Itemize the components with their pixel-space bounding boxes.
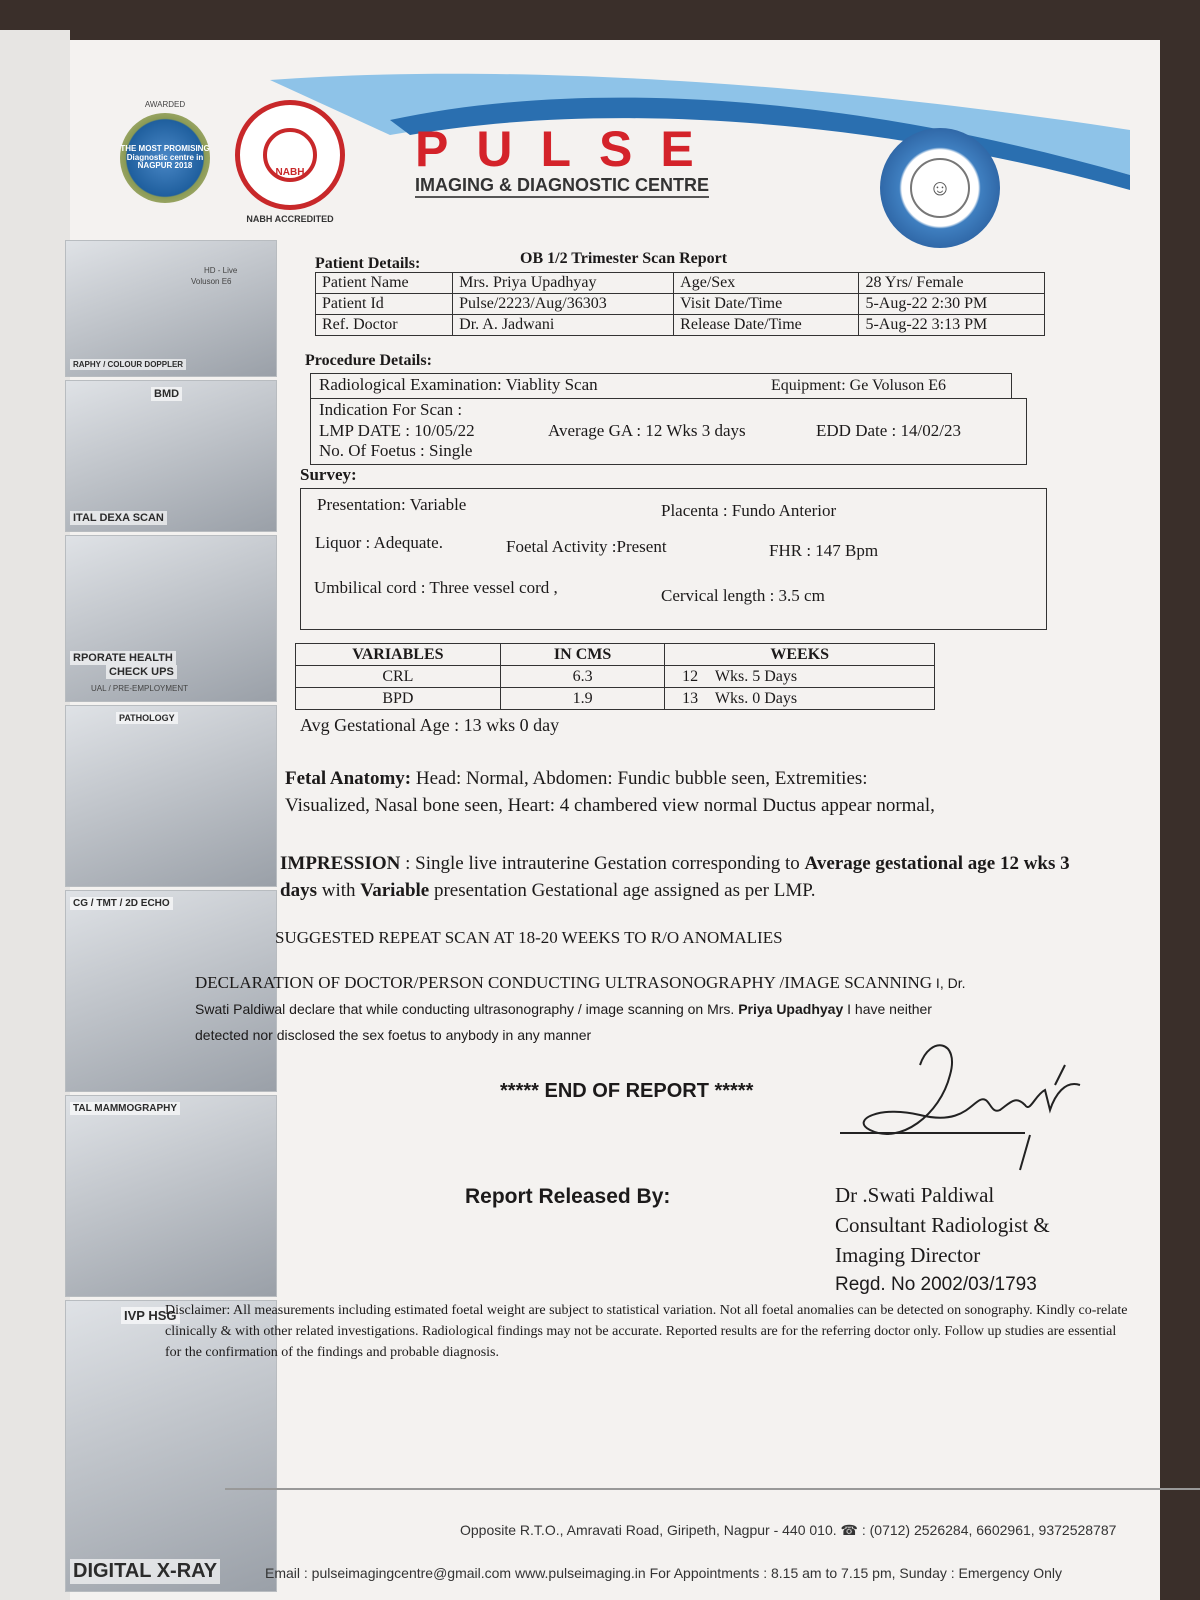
liquor-text: Liquor : Adequate. bbox=[315, 533, 443, 552]
registration-number: Regd. No 2002/03/1793 bbox=[835, 1274, 1037, 1295]
indication-box bbox=[310, 398, 1027, 465]
table-row bbox=[316, 315, 1045, 336]
sidebar-mammography bbox=[65, 1095, 277, 1297]
fetal-anatomy-line-1: Head: Normal, Abdomen: Fundic bubble seen, Extremities: bbox=[411, 768, 868, 789]
header-weeks: WEEKS bbox=[665, 644, 935, 666]
corporate-label-1: RPORATE HEALTH bbox=[70, 651, 176, 665]
equipment-text: Equipment: Ge Voluson E6 bbox=[771, 377, 946, 394]
doctor-block bbox=[835, 1180, 1050, 1300]
dexa-label: ITAL DEXA SCAN bbox=[70, 511, 167, 525]
footer-address: Opposite R.T.O., Amravati Road, Giripeth, Nagpur - 440 010. ☎ : (0712) 2526284, 6602961, 9372528787 bbox=[460, 1522, 1117, 1538]
patient-name-value: Mrs. Priya Upadhyay bbox=[453, 273, 674, 294]
pathology-label: PATHOLOGY bbox=[116, 712, 178, 724]
award-top-label: AWARDED bbox=[144, 100, 186, 109]
folder-edge bbox=[0, 30, 70, 1600]
brand-subtitle: IMAGING & DIAGNOSTIC CENTRE bbox=[415, 175, 709, 198]
impression-text-e: presentation Gestational age assigned as per LMP. bbox=[429, 880, 816, 901]
colour-doppler-label: RAPHY / COLOUR DOPPLER bbox=[70, 359, 186, 370]
survey-box bbox=[300, 488, 1047, 630]
sidebar-corporate bbox=[65, 535, 277, 702]
table-row bbox=[316, 273, 1045, 294]
release-value: 5-Aug-22 3:13 PM bbox=[859, 315, 1045, 336]
pulse-round-logo bbox=[880, 128, 1000, 248]
impression-text-b: Average gestational age 12 wks 3 days bbox=[280, 853, 1070, 901]
patient-details-label: Patient Details: bbox=[315, 255, 421, 272]
table-row bbox=[296, 688, 935, 710]
letterhead bbox=[70, 40, 1130, 240]
ivp-hsg-label: IVP HSG bbox=[121, 1307, 180, 1324]
release-label: Release Date/Time bbox=[674, 315, 859, 336]
patient-id-value: Pulse/2223/Aug/36303 bbox=[453, 294, 674, 315]
sidebar-pathology bbox=[65, 705, 277, 887]
header-in-cms: IN CMS bbox=[500, 644, 665, 666]
patient-table bbox=[315, 272, 1045, 336]
nabh-seal bbox=[235, 100, 345, 210]
avg-gestational-age: Avg Gestational Age : 13 wks 0 day bbox=[300, 715, 560, 735]
crl-name: CRL bbox=[296, 666, 501, 688]
average-ga-text: Average GA : 12 Wks 3 days bbox=[548, 421, 746, 440]
ecg-label: CG / TMT / 2D ECHO bbox=[70, 897, 173, 910]
bpd-detail: Wks. 0 Days bbox=[715, 688, 935, 710]
bmd-label: BMD bbox=[151, 387, 182, 401]
impression-text-a: : Single live intrauterine Gestation corresponding to bbox=[400, 853, 805, 874]
patient-id-label: Patient Id bbox=[316, 294, 453, 315]
doctor-name: Dr .Swati Paldiwal bbox=[835, 1183, 995, 1207]
patient-name-label: Patient Name bbox=[316, 273, 453, 294]
doctor-title-2: Imaging Director bbox=[835, 1243, 981, 1267]
digital-xray-label: DIGITAL X-RAY bbox=[70, 1559, 220, 1584]
exam-box bbox=[310, 373, 1012, 399]
bpd-name: BPD bbox=[296, 688, 501, 710]
doctor-signature bbox=[840, 1035, 1100, 1185]
doctor-title-1: Consultant Radiologist & bbox=[835, 1213, 1050, 1237]
footer-divider bbox=[225, 1488, 1200, 1490]
report-title: OB 1/2 Trimester Scan Report bbox=[520, 250, 728, 267]
table-row bbox=[296, 666, 935, 688]
survey-label: Survey: bbox=[300, 465, 357, 484]
brand-name: PULSE bbox=[415, 121, 722, 177]
edd-text: EDD Date : 14/02/23 bbox=[816, 421, 961, 440]
ref-doctor-label: Ref. Doctor bbox=[316, 315, 453, 336]
impression-label: IMPRESSION bbox=[280, 853, 401, 874]
declaration-patient-name: Priya Upadhyay bbox=[738, 1001, 844, 1017]
impression bbox=[280, 850, 1110, 904]
award-seal: THE MOST PROMISING Diagnostic centre in NAGPUR 2018 bbox=[120, 113, 210, 203]
nabh-badge bbox=[235, 100, 345, 224]
impression-text-d: Variable bbox=[360, 880, 430, 901]
corporate-label-2: CHECK UPS bbox=[106, 665, 177, 679]
placenta-text: Placenta : Fundo Anterior bbox=[661, 501, 837, 520]
crl-weeks: 12 bbox=[665, 666, 715, 688]
agesex-value: 28 Yrs/ Female bbox=[859, 273, 1045, 294]
cervical-length-text: Cervical length : 3.5 cm bbox=[661, 586, 825, 605]
lmp-text: LMP DATE : 10/05/22 bbox=[319, 421, 475, 440]
hd-live-label: HD - Live bbox=[204, 266, 238, 275]
brand bbox=[415, 120, 722, 198]
services-sidebar bbox=[65, 240, 275, 1600]
visit-label: Visit Date/Time bbox=[674, 294, 859, 315]
bpd-cms: 1.9 bbox=[500, 688, 665, 710]
declaration-heading-end: I, Dr. bbox=[932, 975, 966, 991]
presentation-text: Presentation: Variable bbox=[317, 495, 467, 514]
foetal-activity-text: Foetal Activity :Present bbox=[506, 537, 667, 556]
fhr-text: FHR : 147 Bpm bbox=[769, 541, 879, 560]
report-released-by: Report Released By: bbox=[465, 1185, 671, 1208]
crl-detail: Wks. 5 Days bbox=[715, 666, 935, 688]
end-of-report: ***** END OF REPORT ***** bbox=[500, 1080, 754, 1102]
disclaimer-text: Disclaimer: All measurements including estimated foetal weight are subject to statistical variation. Not all foetal anomalies can be detected on sonography. Kindly co-relate clinically & with other related investigations. Radiological findings may not be accurate. Reported results are for the referring doctor only. Follow up studies are essential for the confirmation of the findings and probable diagnosis. bbox=[165, 1303, 1128, 1360]
foetus-count-text: No. Of Foetus : Single bbox=[319, 441, 473, 460]
mother-child-icon: ☺ bbox=[910, 158, 970, 218]
impression-text-c: with bbox=[316, 880, 361, 901]
exam-text: Radiological Examination: Viablity Scan bbox=[319, 375, 598, 394]
sidebar-voluson bbox=[65, 240, 277, 377]
table-header-row bbox=[296, 644, 935, 666]
declaration-line-2c: I have neither bbox=[843, 1001, 932, 1017]
nabh-inner: NABH bbox=[263, 128, 317, 182]
award-badge bbox=[110, 100, 220, 203]
fetal-anatomy-label: Fetal Anatomy: bbox=[285, 768, 412, 789]
fetal-anatomy-line-2: Visualized, Nasal bone seen, Heart: 4 chambered view normal Ductus appear normal, bbox=[285, 795, 935, 816]
pre-employment-label: UAL / PRE-EMPLOYMENT bbox=[91, 684, 189, 693]
fetal-anatomy bbox=[285, 765, 1105, 819]
suggested-repeat-scan: SUGGESTED REPEAT SCAN AT 18-20 WEEKS TO R/O ANOMALIES bbox=[275, 928, 783, 947]
declaration-line-3: detected nor disclosed the sex foetus to anybody in any manner bbox=[195, 1027, 592, 1043]
procedure-details-label: Procedure Details: bbox=[305, 352, 432, 369]
nabh-caption: NABH ACCREDITED bbox=[246, 214, 334, 224]
disclaimer bbox=[165, 1300, 1135, 1363]
header-variables: VARIABLES bbox=[296, 644, 501, 666]
bpd-weeks: 13 bbox=[665, 688, 715, 710]
visit-value: 5-Aug-22 2:30 PM bbox=[859, 294, 1045, 315]
variables-table bbox=[295, 643, 935, 710]
umbilical-cord-text: Umbilical cord : Three vessel cord , bbox=[314, 578, 558, 597]
voluson-label: Voluson E6 bbox=[191, 277, 232, 286]
crl-cms: 6.3 bbox=[500, 666, 665, 688]
table-row bbox=[316, 294, 1045, 315]
ref-doctor-value: Dr. A. Jadwani bbox=[453, 315, 674, 336]
sidebar-bmd bbox=[65, 380, 277, 532]
declaration-heading: DECLARATION OF DOCTOR/PERSON CONDUCTING ULTRASONOGRAPHY /IMAGE SCANNING bbox=[195, 973, 933, 992]
declaration-line-2a: Swati Paldiwal declare that while conducting ultrasonography / image scanning on Mrs. bbox=[195, 1001, 739, 1017]
indication-label: Indication For Scan : bbox=[319, 400, 463, 419]
agesex-label: Age/Sex bbox=[674, 273, 859, 294]
footer-contact: Email : pulseimagingcentre@gmail.com www.pulseimaging.in For Appointments : 8.15 am to 7.15 pm, Sunday : Emergency Only bbox=[265, 1565, 1063, 1581]
mammography-label: TAL MAMMOGRAPHY bbox=[70, 1102, 180, 1115]
